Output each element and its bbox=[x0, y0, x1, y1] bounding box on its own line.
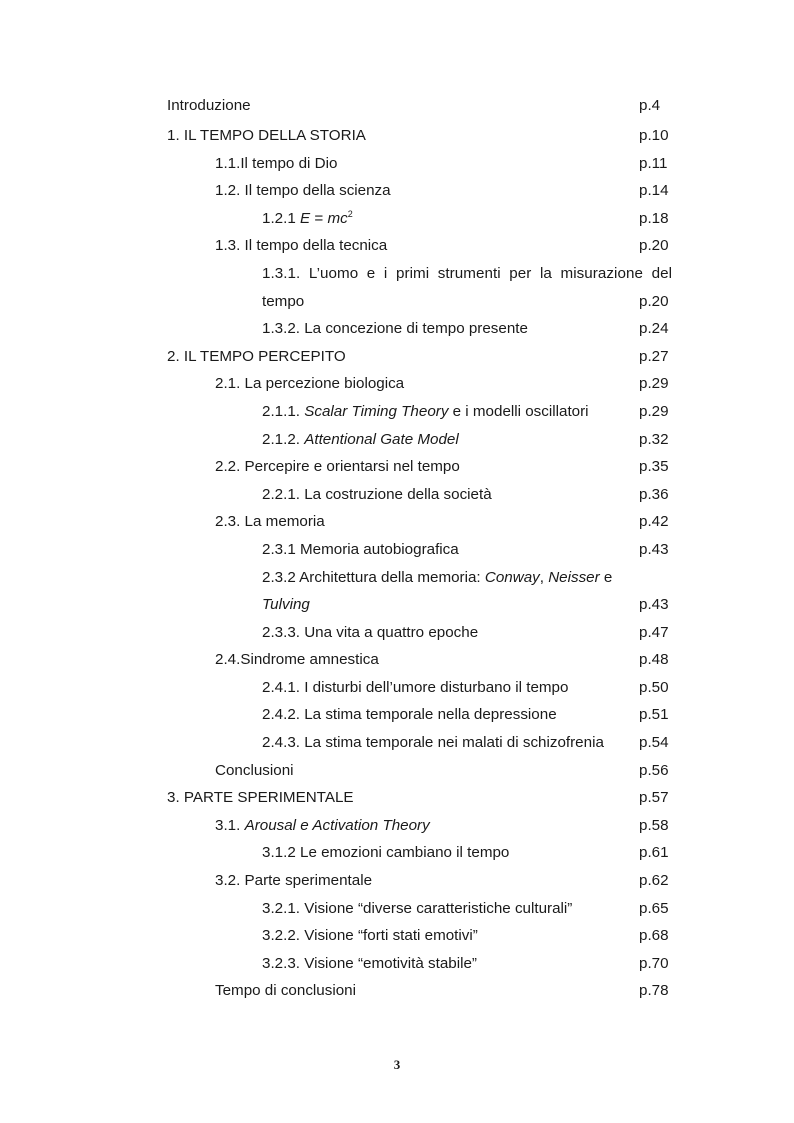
toc-entry-page: p.68 bbox=[639, 927, 669, 945]
toc-entry-label bbox=[262, 398, 589, 426]
toc-subsection-2-2-1 bbox=[0, 481, 794, 509]
formula-exponent: 2 bbox=[347, 208, 353, 219]
toc-entry-label: 3.1.2 Le emozioni cambiano il tempo bbox=[262, 844, 510, 862]
toc-subsection-2-3-3 bbox=[0, 619, 794, 647]
toc-entry-label-continued: tempo bbox=[262, 292, 305, 310]
toc-entry-page: p.20 bbox=[639, 237, 669, 255]
toc-entry-label: 1.3.1. L’uomo e i primi strumenti per la misurazione del bbox=[262, 264, 672, 282]
toc-subsection-2-1-2 bbox=[0, 426, 794, 454]
toc-entry-page: p.62 bbox=[639, 872, 669, 890]
toc-subsection-2-1-1 bbox=[0, 398, 794, 426]
formula-e: E bbox=[300, 209, 311, 227]
table-of-contents bbox=[0, 92, 794, 1005]
toc-entry-number: 2.3.2 Architettura della memoria: bbox=[262, 568, 485, 586]
toc-entry-page: p.58 bbox=[639, 816, 669, 834]
toc-entry-label: 2. IL TEMPO PERCEPITO bbox=[167, 347, 346, 365]
toc-entry-number: 3.1. bbox=[215, 816, 245, 834]
toc-entry-number: 1.2.1 bbox=[262, 209, 300, 227]
toc-entry-page: p.18 bbox=[639, 209, 669, 227]
toc-entry-label: 3. PARTE SPERIMENTALE bbox=[167, 789, 354, 807]
toc-subsection-1-3-2 bbox=[0, 315, 794, 343]
toc-entry-label: 2.1. La percezione biologica bbox=[215, 375, 405, 393]
formula-equals: = bbox=[310, 209, 328, 227]
toc-entry-page: p.20 bbox=[639, 292, 669, 310]
toc-entry-page: p.10 bbox=[639, 127, 669, 144]
toc-subsection-2-4-3 bbox=[0, 729, 794, 757]
toc-entry-label: 2.3. La memoria bbox=[215, 513, 325, 531]
toc-subsection-3-2-3 bbox=[0, 950, 794, 978]
toc-entry-label: Tempo di conclusioni bbox=[215, 982, 356, 1000]
toc-entry-label: 2.2.1. La costruzione della società bbox=[262, 485, 492, 503]
toc-entry-introduzione bbox=[0, 92, 794, 122]
toc-subsection-1-3-1-line2 bbox=[0, 288, 794, 316]
toc-entry-label bbox=[215, 812, 430, 840]
toc-section-2-1 bbox=[0, 370, 794, 398]
toc-entry-label: 2.4.1. I disturbi dell’umore disturbano il tempo bbox=[262, 678, 569, 696]
toc-entry-page: p.51 bbox=[639, 706, 669, 724]
toc-chapter-1 bbox=[0, 122, 794, 150]
toc-subsection-2-3-1 bbox=[0, 536, 794, 564]
toc-subsection-2-3-2-line1 bbox=[0, 564, 794, 592]
toc-entry-label bbox=[262, 426, 459, 454]
toc-chapter-2 bbox=[0, 343, 794, 371]
toc-entry-label: 3.2.1. Visione “diverse caratteristiche culturali” bbox=[262, 899, 573, 917]
toc-subsection-3-1-2 bbox=[0, 839, 794, 867]
toc-entry-page: p.50 bbox=[639, 678, 669, 696]
toc-entry-italic: Attentional Gate Model bbox=[304, 430, 459, 448]
toc-subsection-3-2-2 bbox=[0, 922, 794, 950]
toc-entry-label: Introduzione bbox=[167, 97, 251, 114]
author-name: Tulving bbox=[262, 596, 310, 614]
author-name: Conway bbox=[484, 568, 540, 586]
toc-entry-page: p.78 bbox=[639, 982, 669, 1000]
toc-entry-number: 2.1.2. bbox=[262, 430, 305, 448]
toc-section-3-2 bbox=[0, 867, 794, 895]
toc-entry-label: 2.3.3. Una vita a quattro epoche bbox=[262, 623, 479, 641]
toc-section-2-4 bbox=[0, 646, 794, 674]
toc-entry-label: 1. IL TEMPO DELLA STORIA bbox=[167, 127, 366, 144]
toc-entry-label: 2.3.1 Memoria autobiografica bbox=[262, 540, 459, 558]
toc-entry-label: 3.2.3. Visione “emotività stabile” bbox=[262, 954, 477, 972]
toc-entry-label: 1.3. Il tempo della tecnica bbox=[215, 237, 388, 255]
toc-section-1-1 bbox=[0, 150, 794, 178]
toc-entry-label bbox=[262, 564, 612, 592]
toc-subsection-2-4-2 bbox=[0, 701, 794, 729]
toc-entry-label: 2.4.2. La stima temporale nella depressione bbox=[262, 706, 557, 724]
page-number: 3 bbox=[393, 1057, 401, 1072]
toc-entry-page: p.14 bbox=[639, 182, 669, 200]
toc-entry-page: p.35 bbox=[639, 458, 669, 476]
toc-entry-page: p.42 bbox=[639, 513, 669, 531]
toc-chapter-3 bbox=[0, 784, 794, 812]
toc-entry-label: 2.2. Percepire e orientarsi nel tempo bbox=[215, 458, 460, 476]
toc-entry-page: p.11 bbox=[639, 154, 668, 172]
toc-entry-page: p.61 bbox=[639, 844, 669, 862]
toc-subsection-2-3-2-line2 bbox=[0, 591, 794, 619]
toc-entry-italic: Scalar Timing Theory bbox=[304, 402, 449, 420]
toc-entry-page: p.29 bbox=[639, 402, 669, 420]
toc-entry-page: p.70 bbox=[639, 954, 669, 972]
toc-entry-label: Conclusioni bbox=[215, 761, 294, 779]
toc-entry-label: 1.2. Il tempo della scienza bbox=[215, 182, 391, 200]
toc-entry-page: p.54 bbox=[639, 734, 669, 752]
toc-entry-page: p.43 bbox=[639, 540, 669, 558]
toc-subsection-1-3-1-line1 bbox=[0, 260, 794, 288]
toc-entry-page: p.47 bbox=[639, 623, 669, 641]
toc-entry-page: p.57 bbox=[639, 789, 669, 807]
toc-entry-page: p.36 bbox=[639, 485, 669, 503]
toc-entry-page: p.43 bbox=[639, 596, 669, 614]
toc-entry-italic: Arousal e Activation Theory bbox=[244, 816, 430, 834]
toc-section-2-2 bbox=[0, 453, 794, 481]
toc-entry-label: 3.2. Parte sperimentale bbox=[215, 872, 373, 890]
toc-section-3-1 bbox=[0, 812, 794, 840]
toc-entry-page: p.32 bbox=[639, 430, 669, 448]
toc-subsection-1-2-1 bbox=[0, 205, 794, 233]
toc-entry-label: 1.1.Il tempo di Dio bbox=[215, 154, 338, 172]
toc-entry-page: p.27 bbox=[639, 347, 669, 365]
toc-entry-label bbox=[262, 205, 353, 233]
separator: , bbox=[539, 568, 549, 586]
toc-entry-page: p.4 bbox=[639, 97, 661, 114]
toc-section-conclusioni bbox=[0, 757, 794, 785]
toc-entry-label: 1.3.2. La concezione di tempo presente bbox=[262, 320, 528, 338]
toc-section-1-3 bbox=[0, 232, 794, 260]
author-name: Neisser bbox=[548, 568, 600, 586]
formula-mc: mc bbox=[327, 209, 348, 227]
toc-entry-label: 2.4.Sindrome amnestica bbox=[215, 651, 379, 669]
toc-entry-page: p.24 bbox=[639, 320, 669, 338]
toc-section-1-2 bbox=[0, 177, 794, 205]
toc-subsection-3-2-1 bbox=[0, 895, 794, 923]
toc-entry-page: p.48 bbox=[639, 651, 669, 669]
toc-subsection-2-4-1 bbox=[0, 674, 794, 702]
toc-section-tempo-di-conclusioni bbox=[0, 977, 794, 1005]
toc-entry-page: p.29 bbox=[639, 375, 669, 393]
conjunction: e bbox=[599, 568, 613, 586]
toc-entry-page: p.65 bbox=[639, 899, 669, 917]
toc-entry-label: 3.2.2. Visione “forti stati emotivi” bbox=[262, 927, 478, 945]
toc-entry-page: p.56 bbox=[639, 761, 669, 779]
toc-section-2-3 bbox=[0, 508, 794, 536]
toc-entry-number: 2.1.1. bbox=[262, 402, 305, 420]
toc-entry-suffix: e i modelli oscillatori bbox=[448, 402, 589, 420]
toc-entry-label: 2.4.3. La stima temporale nei malati di schizofrenia bbox=[262, 734, 604, 752]
